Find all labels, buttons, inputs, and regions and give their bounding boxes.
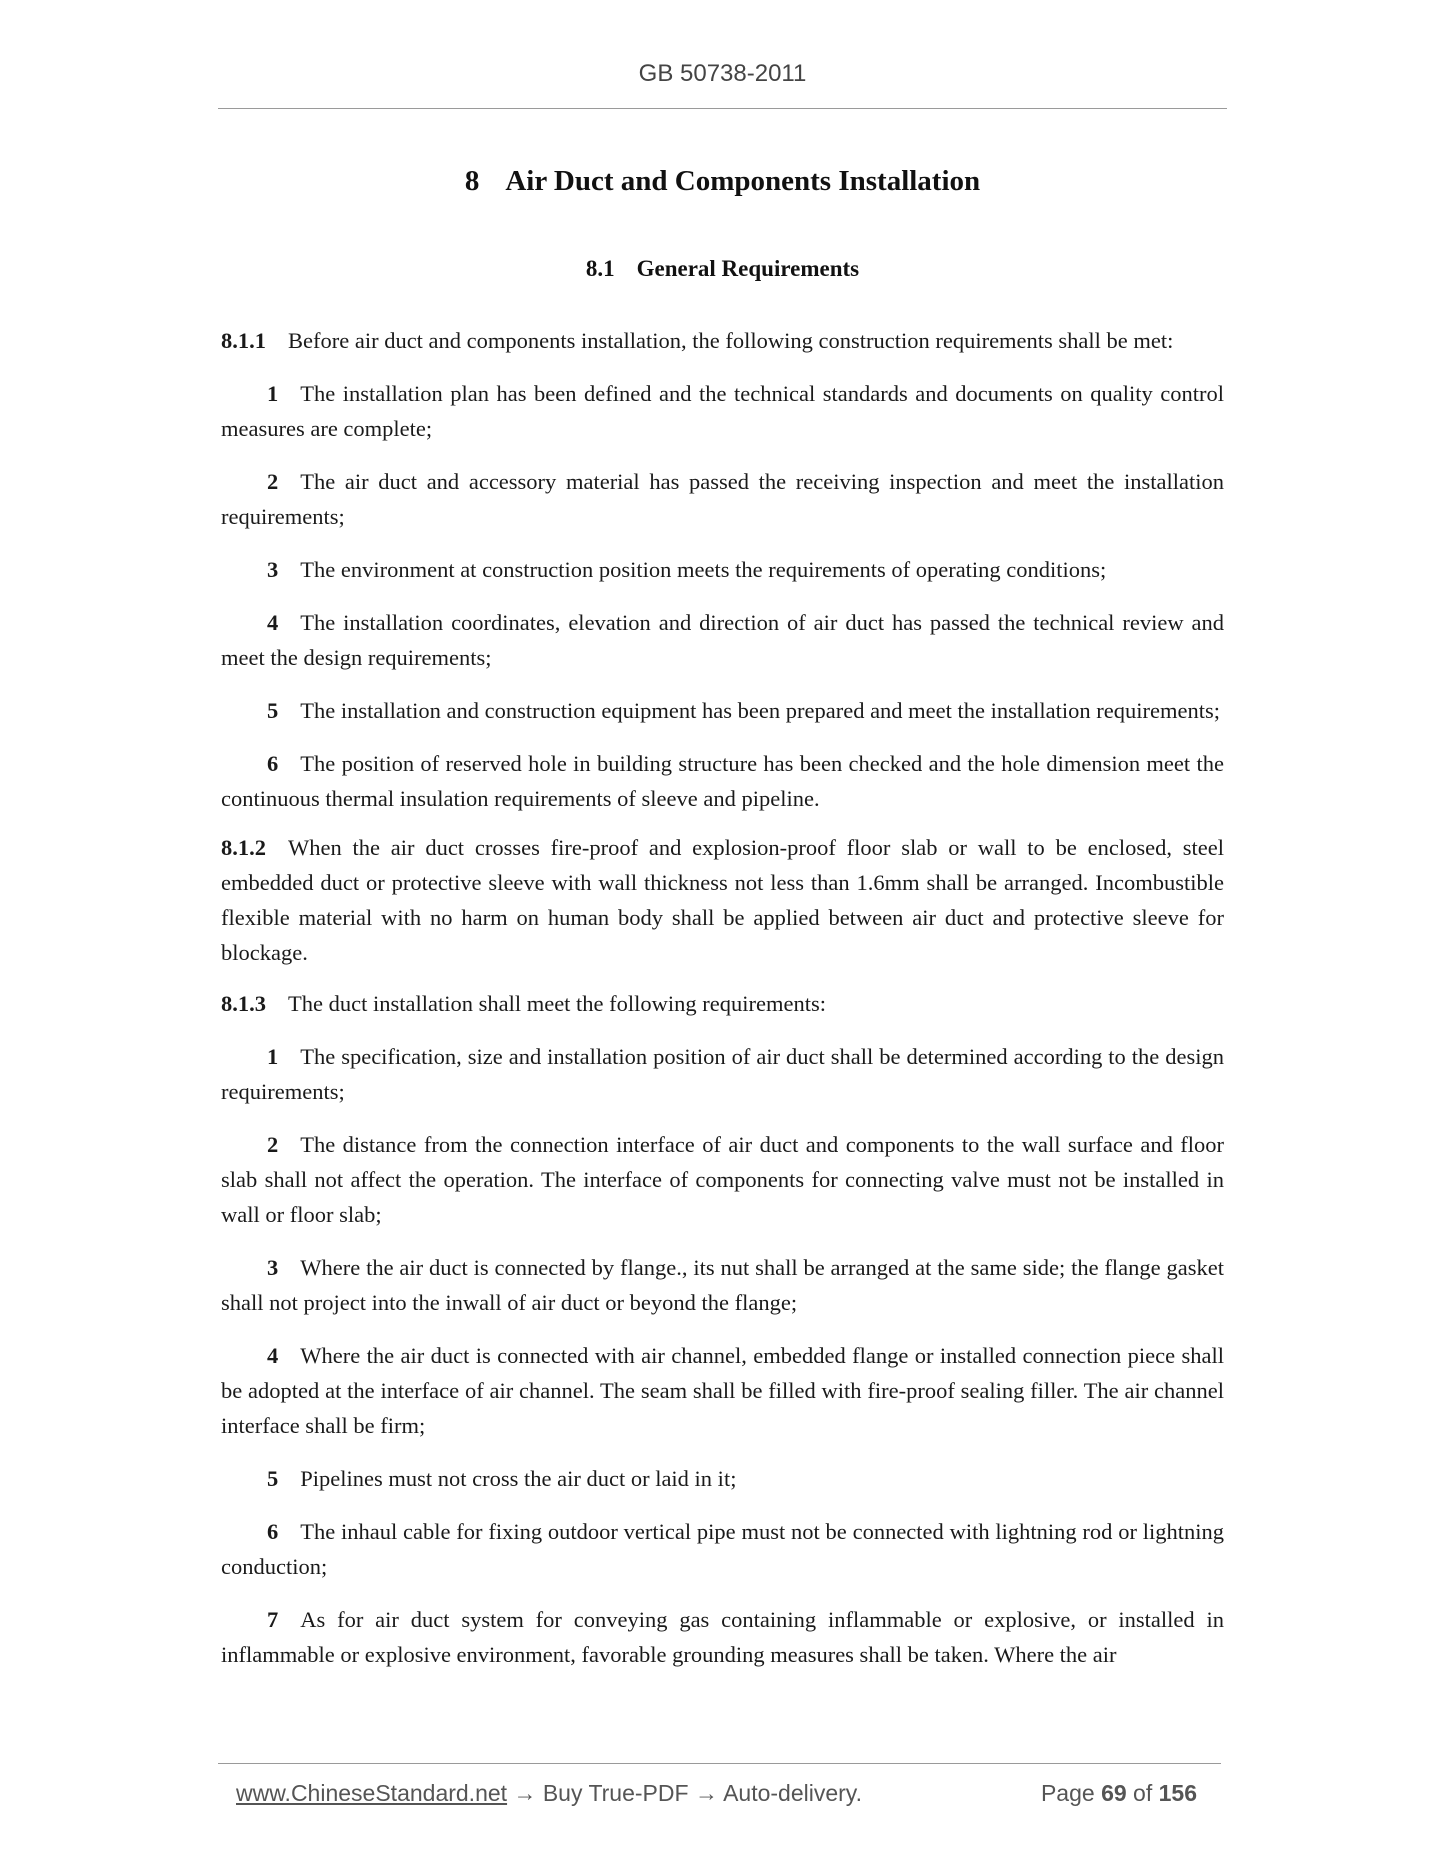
clause-8-1-3 <box>221 986 1224 1021</box>
clause-8-1-2 <box>221 830 1224 970</box>
clause-text: Before air duct and components installation, the following construction requirements shall be met: <box>288 328 1174 353</box>
item-number: 4 <box>267 610 279 635</box>
item-number: 5 <box>267 1466 279 1491</box>
list-item <box>221 1338 1224 1443</box>
clause-text: When the air duct crosses fire-proof and explosion-proof floor slab or wall to be enclosed, steel embedded duct or protective sleeve with wall thickness not less than 1.6mm shall be arranged. Incombustible flexible material with no harm on human body shall be applied between air duct and protective sleeve for blockage. <box>221 835 1224 965</box>
item-number: 3 <box>267 1255 279 1280</box>
section-title <box>0 256 1445 282</box>
of-label: of <box>1133 1780 1153 1806</box>
arrow-icon: → <box>513 1780 537 1806</box>
list-item <box>221 1461 1224 1496</box>
item-number: 2 <box>267 469 279 494</box>
site-link[interactable]: www.ChineseStandard.net <box>236 1780 508 1806</box>
item-number: 5 <box>267 698 279 723</box>
item-text: The installation plan has been defined and the technical standards and documents on quality control measures are complete; <box>221 381 1224 441</box>
item-number: 6 <box>267 1519 279 1544</box>
page-number: 69 <box>1101 1780 1127 1806</box>
item-number: 3 <box>267 557 279 582</box>
chapter-title-text: Air Duct and Components Installation <box>505 165 981 197</box>
item-number: 1 <box>267 1044 279 1069</box>
page-label: Page <box>1040 1780 1095 1806</box>
document-body <box>221 323 1224 1672</box>
clause-number: 8.1.2 <box>221 835 266 860</box>
item-text: The inhaul cable for fixing outdoor vertical pipe must not be connected with lightning rod or lightning conduction; <box>221 1519 1224 1579</box>
list-item <box>221 746 1224 816</box>
list-item <box>221 376 1224 446</box>
item-text: The installation coordinates, elevation and direction of air duct has passed the technical review and meet the design requirements; <box>221 610 1224 670</box>
chapter-title <box>0 165 1445 198</box>
item-text: The environment at construction position meets the requirements of operating conditions; <box>300 557 1107 582</box>
auto-delivery-text: Auto-delivery. <box>723 1780 862 1806</box>
section-number: 8.1 <box>585 256 615 281</box>
list-item <box>221 1250 1224 1320</box>
list-item <box>221 1514 1224 1584</box>
list-item <box>221 1127 1224 1232</box>
standard-code-header: GB 50738-2011 <box>638 60 807 87</box>
item-number: 1 <box>267 381 279 406</box>
item-number: 6 <box>267 751 279 776</box>
clause-number: 8.1.3 <box>221 991 266 1016</box>
item-text: Pipelines must not cross the air duct or laid in it; <box>300 1466 737 1491</box>
footer-divider <box>218 1763 1221 1764</box>
arrow-icon: → <box>694 1780 718 1806</box>
total-pages: 156 <box>1158 1780 1197 1806</box>
list-item <box>221 552 1224 587</box>
list-item <box>221 1602 1224 1672</box>
buy-true-pdf-text: Buy True-PDF <box>542 1780 689 1806</box>
chapter-number: 8 <box>464 165 480 197</box>
item-text: The distance from the connection interface of air duct and components to the wall surface and floor slab shall not affect the operation. The interface of components for connecting valve must not be installed in wall or floor slab; <box>221 1132 1224 1227</box>
item-number: 2 <box>267 1132 279 1157</box>
clause-text: The duct installation shall meet the following requirements: <box>288 991 826 1016</box>
item-text: The air duct and accessory material has passed the receiving inspection and meet the installation requirements; <box>221 469 1224 529</box>
item-text: Where the air duct is connected by flange., its nut shall be arranged at the same side; the flange gasket shall not project into the inwall of air duct or beyond the flange; <box>221 1255 1224 1315</box>
page-footer <box>236 1780 1221 1814</box>
clause-number: 8.1.1 <box>221 328 266 353</box>
item-text: Where the air duct is connected with air channel, embedded flange or installed connection piece shall be adopted at the interface of air channel. The seam shall be filled with fire-proof sealing filler. The air channel interface shall be firm; <box>221 1343 1224 1438</box>
item-number: 7 <box>267 1607 279 1632</box>
item-text: The installation and construction equipment has been prepared and meet the installation requirements; <box>300 698 1220 723</box>
page-indicator <box>1041 1780 1197 1807</box>
list-item <box>221 1039 1224 1109</box>
section-title-text: General Requirements <box>636 256 860 281</box>
item-text: The specification, size and installation position of air duct shall be determined according to the design requirements; <box>221 1044 1224 1104</box>
item-text: The position of reserved hole in building structure has been checked and the hole dimension meet the continuous thermal insulation requirements of sleeve and pipeline. <box>221 751 1224 811</box>
header-divider <box>218 108 1227 109</box>
item-text: As for air duct system for conveying gas containing inflammable or explosive, or installed in inflammable or explosive environment, favorable grounding measures shall be taken. Where the air <box>221 1607 1224 1667</box>
list-item <box>221 605 1224 675</box>
item-number: 4 <box>267 1343 279 1368</box>
list-item <box>221 464 1224 534</box>
clause-8-1-1 <box>221 323 1224 358</box>
list-item <box>221 693 1224 728</box>
